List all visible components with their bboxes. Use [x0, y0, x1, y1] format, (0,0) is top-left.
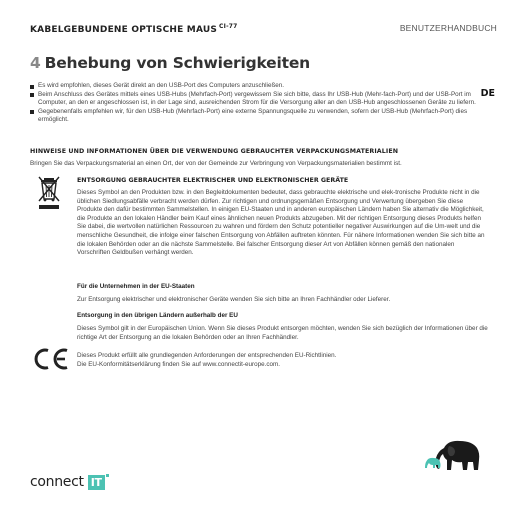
- connect-it-logo: [30, 474, 109, 490]
- list-item: Gegebenenfalls empfehlen wir, für den USB-Hub (Mehrfach-Port) eine externe Spannungsquelle zu verwenden, sofern der USB-Hub (Mehrfach-Port) dies ermöglicht.: [30, 108, 482, 125]
- manual-label: BENUTZERHANDBUCH: [399, 23, 497, 33]
- crossed-bin-icon: [38, 175, 60, 209]
- eu-companies-text: Zur Entsorgung elektrischer und elektronischer Geräte wenden Sie sich bitte an Ihren Fachhändler oder Lieferer.: [77, 296, 391, 303]
- troubleshooting-list: [30, 82, 482, 125]
- list-item: Es wird empfohlen, dieses Gerät direkt an den USB-Port des Computers anzuschließen.: [30, 82, 482, 91]
- elephants-icon: [422, 438, 484, 472]
- header-product-title: [30, 23, 238, 35]
- eu-companies-heading: Für die Unternehmen in der EU-Staaten: [77, 283, 195, 290]
- other-countries-heading: Entsorgung in den übrigen Ländern außerhalb der EU: [77, 312, 238, 319]
- section-title-text: Behebung von Schwierigkeiten: [44, 54, 310, 72]
- section-number: 4: [30, 54, 41, 72]
- other-countries-text: Dieses Symbol gilt in der Europäischen Union. Wenn Sie dieses Produkt entsorgen möchten, wenden Sie sich bezüglich der Informationen über die richtige Art der Entsorgung an die lokalen Behörden oder an Ihren Fachhändler.: [77, 325, 488, 341]
- packaging-text: Bringen Sie das Verpackungsmaterial an einen Ort, der von der Gemeinde zur Verbringung von Verpackungsmaterialien bestimmt ist.: [30, 160, 402, 167]
- ce-mark-icon: [30, 348, 70, 370]
- ce-text-1: Dieses Produkt erfüllt alle grundlegenden Anforderungen der entsprechenden EU-Richtlinien.: [77, 352, 337, 359]
- product-name: KABELGEBUNDENE OPTISCHE MAUS: [30, 25, 218, 35]
- logo-badge: IT: [88, 475, 105, 490]
- logo-word: connect: [30, 474, 84, 490]
- logo-dot: [106, 474, 109, 477]
- section-title: [30, 54, 310, 72]
- weee-heading: ENTSORGUNG GEBRAUCHTER ELEKTRISCHER UND ELEKTRONISCHER GERÄTE: [77, 177, 349, 184]
- packaging-heading: HINWEISE UND INFORMATIONEN ÜBER DIE VERWENDUNG GEBRAUCHTER VERPACKUNGSMATERIALIEN: [30, 148, 399, 155]
- list-item: Beim Anschluss des Gerätes mittels eines USB-Hubs (Mehrfach-Port) vergewissern Sie sich bitte, dass Ihr USB-Hub (Mehr-fach-Port) und der USB-Port im Computer, an den er angeschlossen ist, in der Lage sind, ausreichenden Strom für die Versorgung aller an den USB-Hub angeschlossenen Geräte zu liefern.: [30, 91, 482, 108]
- model-number: CI-77: [219, 23, 238, 30]
- weee-text: Dieses Symbol an den Produkten bzw. in den Begleitdokumenten bedeutet, dass gebrauchte elektrische und elek-tronische Produkte nicht in die üblichen Siedlungsabfälle verbracht werden dürfen. Zur richtigen und ordnungsgemäßen Entsorgung und Verwertung übergeben Sie diese Produkte den dafür bestimmten Sammelstellen. In einigen EU-Staaten und in anderen europäischen Ländern haben Sie alternativ die Möglichkeit, die Produkte an den lokalen Händler beim Kauf eines ähnlichen neuen Produkts abzugeben. Mit der richtigen Entsorgung dieses Produkts helfen Sie dabei, die wertvollen natürlichen Ressourcen zu wahren und fördern den Schutz potentieller negativer Auswirkungen auf die Um-welt und die menschliche Gesundheit, die infolge einer falschen Entsorgung von Abfällen auftreten könnten. Für nähere Informationen wenden Sie sich bitte an die lokalen Behörden oder an die nächste Sammelstelle. Bei falscher Entsorgung dieser Art von Abfällen können gemäß den nationalen Vorschriften Geldbußen verhängt werden.: [77, 189, 485, 257]
- ce-text-2: Die EU-Konformitätserklärung finden Sie auf www.connectit-europe.com.: [77, 361, 280, 368]
- language-tab: DE: [480, 88, 495, 99]
